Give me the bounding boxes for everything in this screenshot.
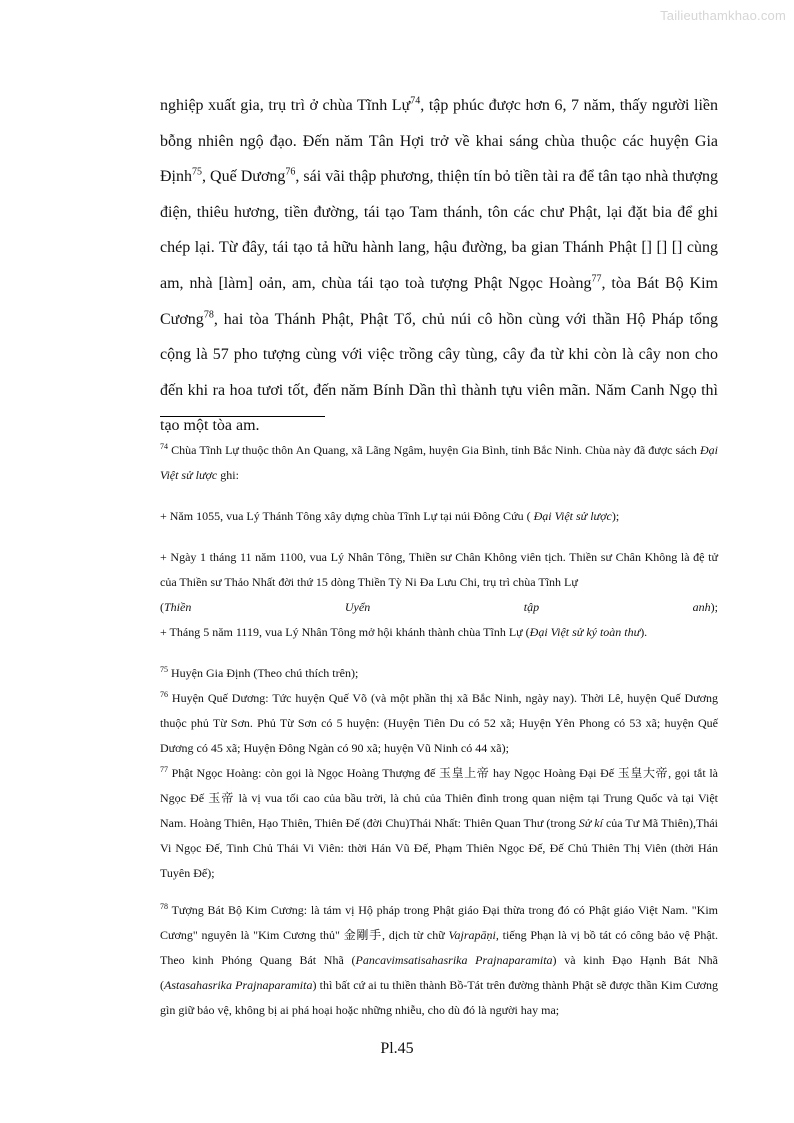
footnote-ref-77[interactable]: 77: [591, 273, 602, 285]
footnote-ref-75[interactable]: 75: [192, 166, 202, 178]
main-text: [160, 88, 718, 444]
page-number: Pl.45: [380, 1040, 414, 1057]
footnote-78: $^{78}$ Tượng Bát Bộ Kim Cương: là tám vị Hộ pháp trong Phật giáo Đại thừa trong đó có Phật giáo Việt Nam. "Kim Cương" nguyên là "Kim Cương thủ" 金剛手, dịch từ chữ Vajrapāṇi, tiếng Phạn là vị bồ tát có công bảo vệ Phật. Theo kinh Phóng Quang Bát Nhã (Pancavimsatisahasrika Prajnaparamita) và kinh Đạo Hạnh Bát Nhã (Astasahasrika Prajnaparamita) thì bất cứ ai tu thiền thành Bồ-Tát trên đường thành Phật sẽ được thần Kim Cương gìn giữ bảo vệ, không bị ai phá hoại hoặc những nhiễu, cho dù đó là người hay ma;: [160, 902, 719, 1017]
footnote-74-item-3: + Tháng 5 năm 1119, vua Lý Nhân Tông mở hội khánh thành chùa Tĩnh Lự (Đại Việt sử ký toàn thư).: [160, 625, 648, 639]
watermark: Tailieuthamkhao.com: [660, 8, 786, 23]
footnotes: [160, 438, 718, 1023]
footnote-ref-76[interactable]: 76: [285, 166, 296, 178]
footnote-ref-78[interactable]: 78: [203, 309, 214, 321]
body-paragraph: nghiệp xuất gia, trụ trì ở chùa Tĩnh Lự$^{74}$, tập phúc được hơn 6, 7 năm, thấy người liền bỗng nhiên ngộ đạo. Đến năm Tân Hợi trở về khai sáng chùa thuộc các huyện Gia Định$^{75}$, Quế Dương$^{76}$, sái vãi thập phương, thiện tín bỏ tiền tài ra để tân tạo nhà thượng điện, thiêu hương, tiền đường, tái tạo Tam thánh, tôn các chư Phật, lại đặt bia để ghi chép lại. Từ đây, tái tạo tả hữu hành lang, hậu đường, ba gian Thánh Phật [] [] [] cùng am, nhà [làm] oản, am, chùa tái tạo toà tượng Phật Ngọc Hoàng$^{77}$, tòa Bát Bộ Kim Cương$^{78}$, hai tòa Thánh Phật, Phật Tổ, chủ núi cô hồn cùng với thần Hộ Pháp tổng cộng là 57 pho tượng cùng với việc trồng cây tùng, cây đa từ khi còn là cây non cho đến khi ra hoa tươi tốt, đến năm Bính Dần thì thành tựu viên mãn. Năm Canh Ngọ thì tạo một tòa am.: [160, 95, 719, 435]
footnote-74-item-2: + Ngày 1 tháng 11 năm 1100, vua Lý Nhân Tông, Thiền sư Chân Không viên tịch. Thiền sư Chân Không là đệ tử của Thiền sư Thảo Nhất đời thứ 15 dòng Thiền Tỳ Ni Đa Lưu Chi, trụ trì chùa Tĩnh Lự: [160, 550, 718, 589]
footnote-74-item-2-citation: (Thiền Uyển tập anh);: [160, 600, 718, 614]
footnote-ref-74[interactable]: 74: [410, 95, 421, 107]
footnote-74: $^{74}$ Chùa Tĩnh Lự thuộc thôn An Quang, xã Lãng Ngâm, huyện Gia Bình, tỉnh Bắc Ninh. Chùa này đã được sách Đại Việt sử lược ghi:: [160, 442, 718, 482]
footnote-77: $^{77}$ Phật Ngọc Hoàng: còn gọi là Ngọc Hoàng Thượng đế 玉皇上帝 hay Ngọc Hoàng Đại Đế 玉皇大帝, gọi tắt là Ngọc Đế 玉帝 là vị vua tối cao của bầu trời, là chủ của Thiên đình trong quan niệm tại Trung Quốc và tại Việt Nam. Hoàng Thiên, Hạo Thiên, Thiên Đế (đời Chu)Thái Nhất: Thiên Quan Thư (trong Sử kí của Tư Mã Thiên),Thái Vi Ngọc Đế, Tinh Chủ Thái Vi Viên: thời Hán Vũ Đế, Phạm Thiên Ngọc Đế, Đế Chủ Thiên Thị Viên (thời Hán Tuyên Đế);: [160, 765, 718, 880]
footnote-75: $^{75}$ Huyện Gia Định (Theo chú thích trên);: [160, 665, 359, 680]
footnote-74-item-1: + Năm 1055, vua Lý Thánh Tông xây dựng chùa Tĩnh Lự tại núi Đông Cứu ( Đại Việt sử lược);: [160, 509, 620, 523]
footnote-76: $^{76}$ Huyện Quế Dương: Tức huyện Quế Võ (và một phần thị xã Bắc Ninh, ngày nay). Thời Lê, huyện Quế Dương thuộc phủ Từ Sơn. Phủ Từ Sơn có 5 huyện: (Huyện Tiên Du có 52 xã; Huyện Yên Phong có 53 xã; huyện Quế Dương có 45 xã; Huyện Đông Ngàn có 90 xã; huyện Vũ Ninh có 44 xã);: [160, 690, 718, 755]
footnote-separator: [160, 416, 325, 417]
